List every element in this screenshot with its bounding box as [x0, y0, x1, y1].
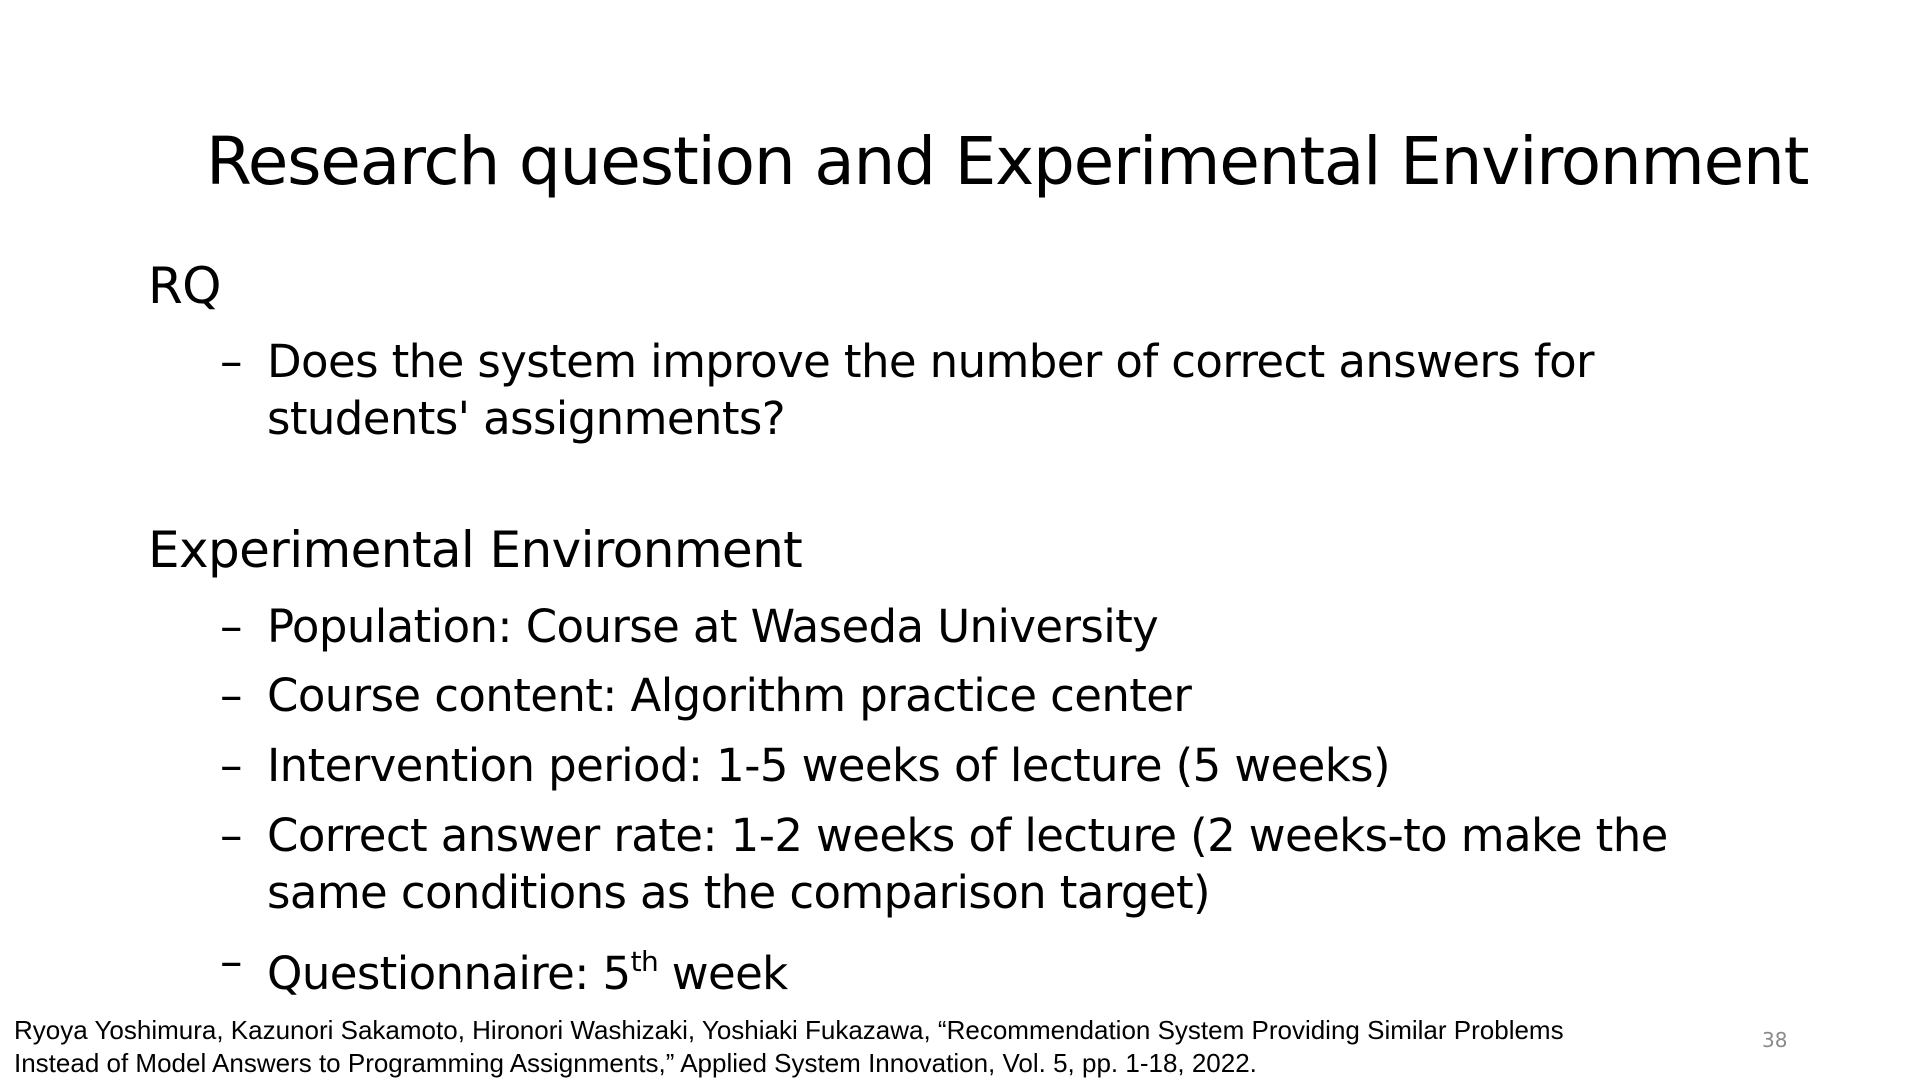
bullet-population: [220, 598, 1780, 655]
ordinal-superscript: th: [630, 945, 659, 978]
citation-footnote: Ryoya Yoshimura, Kazunori Sakamoto, Hironori Washizaki, Yoshiaki Fukazawa, “Recommendation System Providing Similar Problems Instead of Model Answers to Programming Assignments,” Applied System Innovation, Vol. 5, pp. 1-18, 2022.: [14, 1015, 1564, 1078]
bullet-correct-answer-rate: [220, 807, 1780, 921]
bullet-questionnaire: [220, 933, 1780, 1002]
questionnaire-prefix: Questionnaire: 5: [267, 947, 631, 1000]
bullet-text: Does the system improve the number of correct answers for students' assignments?: [267, 335, 1594, 445]
bullet-text: Course content: Algorithm practice center: [267, 669, 1192, 722]
bullet-text: [267, 933, 1780, 1002]
bullet-text: Correct answer rate: 1-2 weeks of lecture (2 weeks-to make the same conditions as the comparison target): [267, 809, 1668, 919]
section-heading-rq: RQ: [148, 257, 221, 315]
bullet-dash: –: [220, 739, 242, 792]
questionnaire-suffix: week: [658, 947, 788, 1000]
bullet-intervention-period: [220, 737, 1780, 794]
bullet-text: Population: Course at Waseda University: [267, 600, 1159, 653]
bullet-dash: –: [220, 809, 242, 862]
page-number: 38: [1762, 1028, 1788, 1052]
bullet-dash: –: [220, 600, 242, 653]
bullet-rq-question: [220, 333, 1780, 447]
bullet-dash: –: [220, 935, 242, 988]
bullet-dash: –: [220, 335, 242, 388]
slide-title: Research question and Experimental Environment: [206, 123, 1809, 200]
bullet-dash: –: [220, 669, 242, 722]
bullet-course-content: [220, 667, 1780, 724]
section-heading-experimental-environment: Experimental Environment: [148, 521, 803, 579]
bullet-text: Intervention period: 1-5 weeks of lecture (5 weeks): [267, 739, 1390, 792]
